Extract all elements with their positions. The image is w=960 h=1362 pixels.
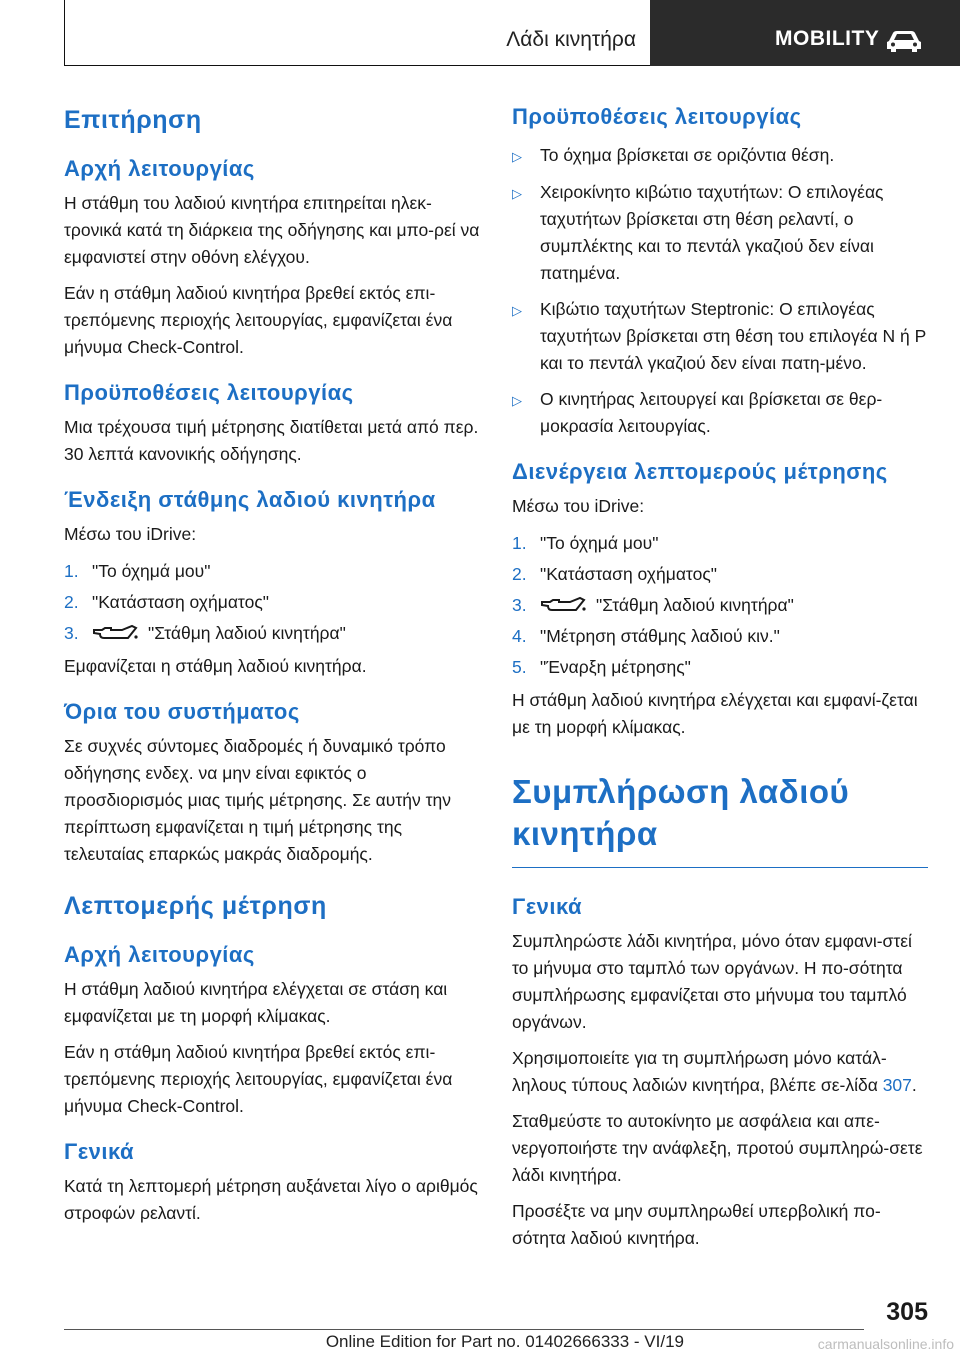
- step-number: 4.: [512, 626, 527, 646]
- step-text: "Το όχημά μου": [540, 533, 659, 553]
- heading-general: Γενικά: [64, 1139, 135, 1164]
- step-text: "Το όχημά μου": [92, 561, 211, 581]
- step-text: "Στάθμη λαδιού κινητήρα": [596, 595, 794, 615]
- paragraph: Η στάθμη λαδιού κινητήρα ελέγχεται και εμφανί-ζεται με τη μορφή κλίμακας.: [512, 690, 918, 737]
- step-text: "Έναρξη μέτρησης": [540, 657, 691, 677]
- right-column: [512, 98, 928, 1252]
- bullet-text: Το όχημα βρίσκεται σε οριζόντια θέση.: [540, 145, 835, 165]
- list-item: [512, 386, 928, 440]
- step-text: "Στάθμη λαδιού κινητήρα": [148, 623, 346, 643]
- step-number: 2.: [512, 564, 527, 584]
- steps-list: [512, 530, 928, 681]
- steps-list: [64, 558, 484, 647]
- bullet-list: [512, 142, 928, 440]
- paragraph: Προσέξτε να μην συμπληρωθεί υπερβολική πο-σότητα λαδιού κινητήρα.: [512, 1201, 881, 1248]
- paragraph: Συμπληρώστε λάδι κινητήρα, μόνο όταν εμφανι-στεί το μήνυμα στο ταμπλό των οργάνων. Η πο-σότητα συμπλήρωσης εμφανίζεται στο μήνυμα του ταμπλό οργάνων.: [512, 931, 912, 1032]
- header-divider-bottom: [64, 65, 650, 66]
- section-title: Λάδι κινητήρα: [506, 28, 636, 51]
- footer-edition: Online Edition for Part no. 01402666333 - VI/19: [325, 1332, 684, 1351]
- step-number: 5.: [512, 657, 527, 677]
- page-link[interactable]: 307: [882, 1075, 912, 1095]
- paragraph: Μια τρέχουσα τιμή μέτρησης διατίθεται μετά από περ. 30 λεπτά κανονικής οδήγησης.: [64, 417, 479, 464]
- paragraph-text-end: .: [911, 1075, 917, 1095]
- bullet-text: Χειροκίνητο κιβώτιο ταχυτήτων: Ο επιλογέας ταχυτήτων βρίσκεται στη θέση ρελαντί, ο συμπλέκτης και το πεντάλ γκαζιού δεν είναι πατημένα.: [540, 182, 884, 283]
- bullet-text: Κιβώτιο ταχυτήτων Steptronic: Ο επιλογέας ταχυτήτων βρίσκεται στη θέση του επιλογέα N ή P και το πεντάλ γκαζιού δεν είναι πατη-μένο.: [540, 299, 926, 373]
- heading-underline: [512, 867, 928, 868]
- list-item: [64, 620, 484, 647]
- list-item: [512, 530, 928, 557]
- paragraph: Εάν η στάθμη λαδιού κινητήρα βρεθεί εκτός επι-τρεπόμενης περιοχής λειτουργίας, εμφανίζεται ένα μήνυμα Check-Control.: [64, 1042, 453, 1116]
- page-number: 305: [886, 1298, 928, 1326]
- paragraph: Σταθμεύστε το αυτοκίνητο με ασφάλεια και απε-νεργοποιήστε την ανάφλεξη, προτού συμπληρώ-σετε λάδι κινητήρα.: [512, 1111, 923, 1185]
- paragraph: Κατά τη λεπτομερή μέτρηση αυξάνεται λίγο ο αριθμός στροφών ρελαντί.: [64, 1176, 478, 1223]
- triangle-bullet-icon: ▷: [512, 303, 522, 318]
- heading-prerequisites: Προϋποθέσεις λειτουργίας: [64, 380, 354, 405]
- list-item: [64, 558, 484, 585]
- triangle-bullet-icon: ▷: [512, 149, 522, 164]
- heading-principle: Αρχή λειτουργίας: [64, 942, 255, 967]
- triangle-bullet-icon: ▷: [512, 186, 522, 201]
- list-item: [512, 142, 928, 170]
- step-number: 3.: [512, 595, 527, 615]
- heading-prerequisites: Προϋποθέσεις λειτουργίας: [512, 104, 802, 129]
- paragraph: Εάν η στάθμη λαδιού κινητήρα βρεθεί εκτός επι-τρεπόμενης περιοχής λειτουργίας, εμφανίζεται ένα μήνυμα Check-Control.: [64, 283, 453, 357]
- oil-can-icon: [540, 596, 588, 614]
- paragraph: Η στάθμη λαδιού κινητήρα ελέγχεται σε στάση και εμφανίζεται με τη μορφή κλίμακας.: [64, 979, 448, 1026]
- car-icon: [884, 28, 924, 54]
- step-text: "Κατάσταση οχήματος": [92, 592, 269, 612]
- heading-general: Γενικά: [512, 894, 583, 919]
- step-number: 3.: [64, 623, 79, 643]
- paragraph: Μέσω του iDrive:: [512, 496, 645, 516]
- footer-divider: [64, 1329, 864, 1330]
- step-text: "Κατάσταση οχήματος": [540, 564, 717, 584]
- heading-system-limits: Όρια του συστήματος: [64, 699, 300, 724]
- list-item: [512, 592, 928, 619]
- list-item: [512, 654, 928, 681]
- list-item: [512, 296, 928, 377]
- paragraph: Σε συχνές σύντομες διαδρομές ή δυναμικό τρόπο οδήγησης ενδεχ. να μην είναι εφικτός ο προσδιορισμός μιας τιμής μέτρησης. Σε αυτήν την περίπτωση εμφανίζεται η τιμή μέτρησης της τελευταίας επαρκώς μακράς διαδρομής.: [64, 736, 451, 864]
- list-item: [64, 589, 484, 616]
- step-number: 1.: [512, 533, 527, 553]
- heading-monitoring: Επιτήρηση: [64, 106, 202, 134]
- watermark: carmanualsonline.info: [817, 1336, 954, 1352]
- bullet-text: Ο κινητήρας λειτουργεί και βρίσκεται σε θερ-μοκρασία λειτουργίας.: [540, 389, 883, 436]
- heading-perform-detailed-measurement: Διενέργεια λεπτομερούς μέτρησης: [512, 459, 888, 484]
- paragraph: Εμφανίζεται η στάθμη λαδιού κινητήρα.: [64, 656, 367, 676]
- step-text: "Μέτρηση στάθμης λαδιού κιν.": [540, 626, 780, 646]
- list-item: [512, 179, 928, 287]
- paragraph-oil-types: [512, 1045, 928, 1099]
- heading-detailed-measurement: Λεπτομερής μέτρηση: [64, 892, 327, 920]
- heading-oil-level-display: Ένδειξη στάθμης λαδιού κινητήρα: [64, 487, 436, 512]
- heading-principle: Αρχή λειτουργίας: [64, 156, 255, 181]
- oil-can-icon: [92, 624, 140, 642]
- step-number: 1.: [64, 561, 79, 581]
- heading-refill-oil: Συμπλήρωση λαδιού κινητήρα: [512, 773, 850, 852]
- list-item: [512, 561, 928, 588]
- brand-label: MOBILITY: [775, 27, 880, 50]
- paragraph-text: Χρησιμοποιείτε για τη συμπλήρωση μόνο κατάλ-ληλους τύπους λαδιών κινητήρα, βλέπε σε-λίδα: [512, 1048, 887, 1095]
- list-item: [512, 623, 928, 650]
- paragraph: Η στάθμη του λαδιού κινητήρα επιτηρείται ηλεκ-τρονικά κατά τη διάρκεια της οδήγησης και μπο-ρεί να εμφανιστεί στην οθόνη ελέγχου.: [64, 193, 480, 267]
- left-column: [64, 98, 484, 1227]
- triangle-bullet-icon: ▷: [512, 393, 522, 408]
- paragraph: Μέσω του iDrive:: [64, 524, 197, 544]
- step-number: 2.: [64, 592, 79, 612]
